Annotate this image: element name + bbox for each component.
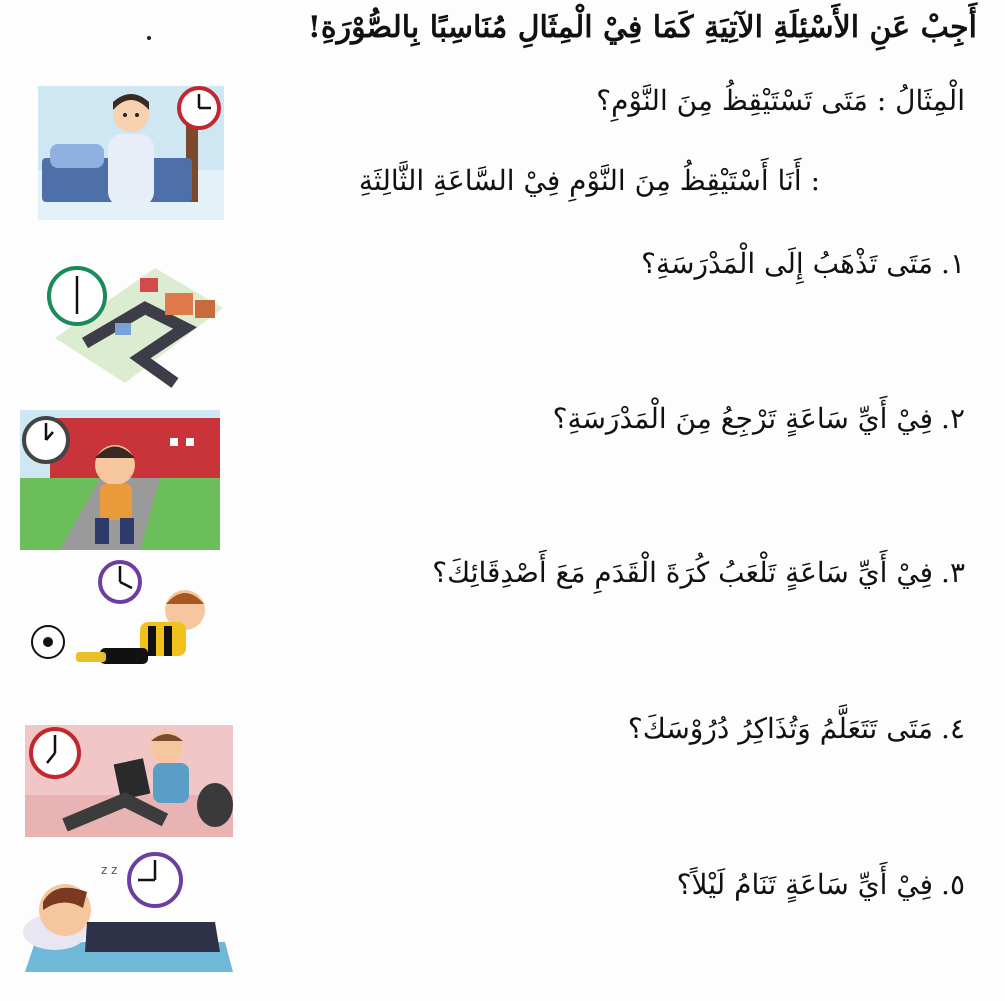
instruction-title: أَجِبْ عَنِ الأَسْئِلَةِ الآتِيَةِ كَمَا فِيْ الْمِثَالِ مُنَاسِبًا بِالصُّوْرَةِ!: [307, 10, 977, 45]
boy-studying-with-clock-icon: [25, 725, 233, 837]
boy-sleeping-with-clock-icon: [15, 852, 235, 984]
question-1: ١.مَتَى تَذْهَبُ إِلَى الْمَدْرَسَةِ؟: [641, 247, 965, 280]
example-question: الْمِثَالُ : مَتَى تَسْتَيْقِظُ مِنَ النَّوْمِ؟: [596, 84, 965, 117]
svg-text:z z: z z: [101, 863, 118, 877]
question-2: ٢.فِيْ أَيِّ سَاعَةٍ تَرْجِعُ مِنَ الْمَدْرَسَةِ؟: [552, 402, 965, 435]
question-5: ٥.فِيْ أَيِّ سَاعَةٍ تَنَامُ لَيْلاً؟: [676, 868, 965, 901]
boy-kicking-football-with-clock-icon: [20, 560, 225, 690]
question-3: ٣.فِيْ أَيِّ سَاعَةٍ تَلْعَبُ كُرَةَ الْقَدَمِ مَعَ أَصْدِقَائِكَ؟: [432, 556, 965, 589]
example-answer: : أَنَا أَسْتَيْقِظُ مِنَ النَّوْمِ فِيْ السَّاعَةِ الثَّالِثَةِ: [358, 164, 820, 197]
city-map-with-clock-icon: [45, 248, 223, 388]
question-4: ٤.مَتَى تَتَعَلَّمُ وَتُذَاكِرُ دُرُوْسَكَ؟: [627, 712, 965, 745]
boy-walking-home-from-school-with-clock-icon: [20, 410, 220, 550]
boy-waking-in-bed-with-clock-icon: [38, 86, 224, 220]
